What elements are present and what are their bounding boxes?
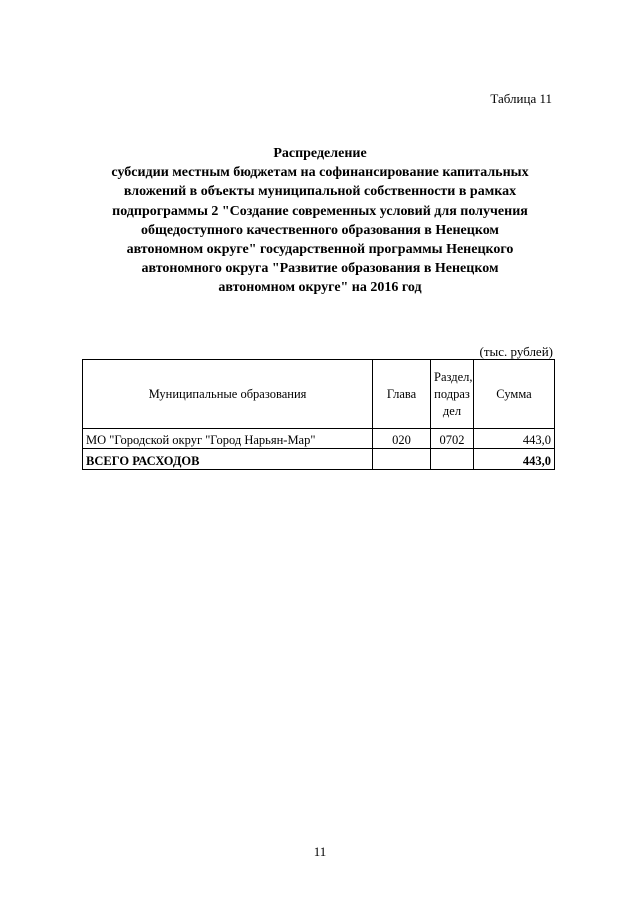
total-section bbox=[431, 449, 474, 470]
table-header-row bbox=[83, 360, 555, 429]
cell-section: 0702 bbox=[431, 429, 474, 449]
cell-municipality: МО "Городской округ "Город Нарьян-Мар" bbox=[83, 429, 373, 449]
header-section-line: Раздел, bbox=[434, 369, 473, 384]
total-row bbox=[83, 449, 555, 470]
cell-chapter: 020 bbox=[373, 429, 431, 449]
heading-line: автономном округе" государственной программы Ненецкого bbox=[126, 242, 514, 258]
heading-line: подпрограммы 2 "Создание современных условий для получения bbox=[112, 203, 528, 219]
heading-line: вложений в объекты муниципальной собственности в рамках bbox=[123, 184, 517, 200]
document-heading bbox=[60, 144, 580, 298]
cell-amount: 443,0 bbox=[474, 429, 555, 449]
page-number: 11 bbox=[313, 844, 327, 859]
table-number-label: Таблица 11 bbox=[490, 91, 552, 106]
distribution-table bbox=[82, 359, 555, 470]
total-amount: 443,0 bbox=[474, 449, 555, 470]
header-section-line: дел bbox=[442, 403, 462, 418]
heading-line: субсидии местным бюджетам на софинансирование капитальных bbox=[111, 165, 529, 181]
table-row bbox=[83, 429, 555, 449]
heading-line: Распределение bbox=[273, 146, 367, 161]
header-section-line: подраз bbox=[434, 386, 470, 401]
heading-line: общедоступного качественного образования в Ненецком bbox=[141, 222, 499, 238]
header-amount: Сумма bbox=[474, 360, 555, 429]
total-label: ВСЕГО РАСХОДОВ bbox=[83, 449, 373, 470]
heading-line: автономного округа "Развитие образования в Ненецком bbox=[141, 261, 499, 277]
header-municipality: Муниципальные образования bbox=[83, 360, 373, 429]
header-chapter: Глава bbox=[373, 360, 431, 429]
header-section bbox=[431, 360, 474, 429]
units-label: (тыс. рублей) bbox=[479, 344, 553, 359]
total-chapter bbox=[373, 449, 431, 470]
heading-line: автономном округе" на 2016 год bbox=[218, 280, 422, 296]
